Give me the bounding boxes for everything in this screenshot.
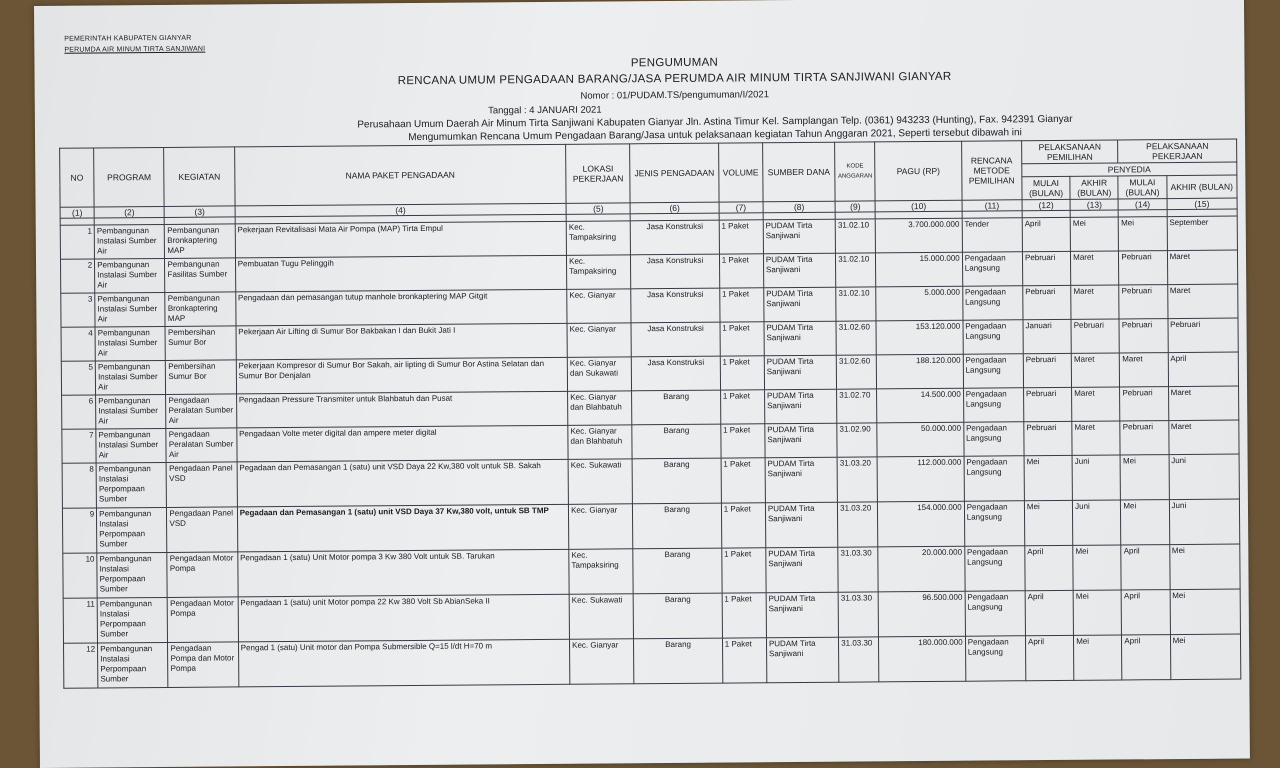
cell-kode: 31.02.60 <box>836 321 876 355</box>
cell-no: 5 <box>61 361 95 395</box>
cell-sumber-dana: PUDAM Tirta Sanjiwani <box>765 502 838 548</box>
cell-akhir-pemilihan: Maret <box>1071 353 1119 387</box>
document-subtitle: RENCANA UMUM PENGADAAN BARANG/JASA PERUMDA AIR MINUM TIRTA SANJIWANI GIANYAR <box>397 70 952 88</box>
cell-volume: 1 Paket <box>719 220 763 254</box>
cell-metode: Pengadaan Langsung <box>963 354 1024 388</box>
cell-nama-paket: Pengadaan Volte meter digital dan ampere meter digital <box>237 425 569 462</box>
col-number: (2) <box>94 206 164 218</box>
cell-kode: 31.02.90 <box>837 423 877 457</box>
cell-pagu: 180.000.000 <box>879 636 966 682</box>
cell-nama-paket: Pembuatan Tugu Pelinggih <box>235 255 567 292</box>
cell-program: Pembangunan Instalasi Sumber Air <box>95 258 166 293</box>
cell-jenis: Jasa Konstruksi <box>631 322 720 357</box>
cell-metode: Pengadaan Langsung <box>963 388 1024 422</box>
cell-lokasi: Kec. Gianyar <box>567 323 632 358</box>
col-number: (12) <box>1022 199 1070 210</box>
cell-mulai-pemilihan: Pebruari <box>1024 421 1072 455</box>
cell-kegiatan: Pengadaan Motor Pompa <box>168 597 239 643</box>
cell-pagu: 5.000.000 <box>876 286 963 321</box>
cell-jenis: Barang <box>633 593 722 639</box>
header-penyedia: PENYEDIA <box>1022 162 1237 177</box>
col-number: (8) <box>763 201 835 213</box>
cell-kegiatan: Pengadaan Peralatan Sumber Air <box>166 428 237 463</box>
cell-mulai-pemilihan: April <box>1025 545 1074 590</box>
cell-akhir-pemilihan: Maret <box>1072 387 1120 421</box>
cell-sumber-dana: PUDAM Tirta Sanjiwani <box>764 389 837 424</box>
header-pagu: PAGU (RP) <box>875 141 962 201</box>
cell-kode: 31.03.20 <box>838 502 879 547</box>
table-row <box>64 634 1241 688</box>
col-number: (10) <box>875 200 961 212</box>
cell-mulai-pekerjaan: Pebruari <box>1120 387 1168 421</box>
cell-akhir-pekerjaan: Mei <box>1170 589 1241 635</box>
cell-akhir-pekerjaan: April <box>1168 352 1239 387</box>
cell-lokasi: Kec. Gianyar <box>570 639 635 685</box>
header-sumber-dana: SUMBER DANA <box>762 142 835 202</box>
cell-kode: 31.03.30 <box>838 592 879 637</box>
col-number: (7) <box>719 202 763 213</box>
letterhead <box>64 33 205 56</box>
cell-nama-paket: Pengadaan Pressure Transmiter untuk Blahbatuh dan Pusat <box>236 391 568 428</box>
cell-pagu: 112.000.000 <box>877 456 964 502</box>
cell-akhir-pekerjaan: Maret <box>1167 284 1238 319</box>
col-number: (6) <box>630 202 718 214</box>
cell-jenis: Jasa Konstruksi <box>631 288 720 323</box>
cell-metode: Pengadaan Langsung <box>964 546 1025 591</box>
cell-kegiatan: Pembangunan Bronkaptering MAP <box>165 224 236 259</box>
cell-kode: 31.02.10 <box>836 287 876 321</box>
cell-kode: 31.02.70 <box>837 389 877 423</box>
cell-no: 3 <box>61 293 95 327</box>
cell-metode: Pengadaan Langsung <box>964 422 1025 456</box>
cell-program: Pembangunan Instalasi Perpompaan Sumber <box>97 552 168 598</box>
letterhead-company: PERUMDA AIR MINUM TIRTA SANJIWANI <box>64 45 206 54</box>
cell-pagu: 50.000.000 <box>877 422 964 457</box>
cell-mulai-pemilihan: Pebruari <box>1022 251 1070 285</box>
cell-jenis: Barang <box>633 503 722 549</box>
cell-lokasi: Kec. Sukawati <box>568 459 633 505</box>
cell-akhir-pemilihan: Maret <box>1072 421 1120 455</box>
cell-mulai-pemilihan: Mei <box>1024 455 1073 500</box>
cell-metode: Tender <box>962 218 1023 252</box>
cell-no: 12 <box>64 643 98 688</box>
cell-pagu: 14.500.000 <box>877 388 964 423</box>
cell-akhir-pekerjaan: September <box>1167 216 1238 251</box>
cell-sumber-dana: PUDAM Tirta Sanjiwani <box>765 457 838 503</box>
cell-mulai-pemilihan: Januari <box>1023 319 1071 353</box>
cell-jenis: Jasa Konstruksi <box>631 220 720 255</box>
col-number: (13) <box>1070 199 1118 210</box>
cell-lokasi: Kec. Gianyar dan Sukawati <box>567 357 632 392</box>
cell-mulai-pekerjaan: April <box>1121 545 1170 590</box>
cell-volume: 1 Paket <box>721 503 766 548</box>
document-title: PENGUMUMAN <box>630 56 719 70</box>
cell-kegiatan: Pengadaan Motor Pompa <box>167 552 238 598</box>
cell-akhir-pemilihan: Juni <box>1073 500 1122 545</box>
cell-nama-paket: Pengadaan 1 (satu) unit Motor pompa 22 Kw 380 Volt Sb AbianSeka II <box>238 594 570 642</box>
cell-volume: 1 Paket <box>721 458 766 503</box>
cell-jenis: Jasa Konstruksi <box>631 254 720 289</box>
header-nama-paket: NAMA PAKET PENGADAAN <box>234 144 566 206</box>
cell-mulai-pekerjaan: Pebruari <box>1120 421 1168 455</box>
cell-mulai-pemilihan: Pebruari <box>1023 353 1071 387</box>
cell-mulai-pekerjaan: Mei <box>1121 500 1170 545</box>
cell-jenis: Jasa Konstruksi <box>632 356 721 391</box>
cell-lokasi: Kec. Gianyar dan Blahbatuh <box>568 391 633 426</box>
cell-lokasi: Kec. Gianyar dan Blahbatuh <box>568 425 633 460</box>
cell-sumber-dana: PUDAM Tirta Sanjiwani <box>766 592 839 638</box>
cell-pagu: 188.120.000 <box>877 354 964 389</box>
cell-no: 1 <box>60 225 94 259</box>
procurement-table <box>59 139 1241 689</box>
cell-volume: 1 Paket <box>719 254 763 288</box>
col-number: (1) <box>60 207 94 218</box>
header-lokasi: LOKASI PEKERJAAN <box>566 144 631 204</box>
cell-mulai-pekerjaan: Pebruari <box>1119 319 1167 353</box>
cell-sumber-dana: PUDAM Tirta Sanjiwani <box>764 287 837 322</box>
cell-pagu: 96.500.000 <box>878 591 965 637</box>
cell-akhir-pemilihan: Maret <box>1071 251 1119 285</box>
intro-line-1: Perusahaan Umum Daerah Air Minum Tirta Sanjiwani Kabupaten Gianyar Jln. Astina Timur Kel. Samplangan Telp. (0361) 943233 (Hunting), Fax. 942391 Gianyar <box>357 113 1073 131</box>
cell-kegiatan: Pembangunan Bronkaptering MAP <box>165 292 236 327</box>
cell-metode: Pengadaan Langsung <box>962 252 1023 286</box>
header-pelaksanaan-pekerjaan: PELAKSANAAN PEKERJAAN <box>1118 139 1237 163</box>
cell-kode: 31.02.10 <box>836 253 876 287</box>
header-volume: VOLUME <box>718 143 763 202</box>
cell-mulai-pemilihan: April <box>1022 217 1070 251</box>
header-no: NO <box>60 148 95 207</box>
cell-program: Pembangunan Instalasi Perpompaan Sumber <box>96 462 167 508</box>
cell-nama-paket: Pengadaan dan pemasangan tutup manhole bronkaptering MAP Gitgit <box>235 289 567 326</box>
header-mulai-pekerjaan: MULAI (BULAN) <box>1118 176 1166 199</box>
cell-volume: 1 Paket <box>721 424 765 458</box>
cell-mulai-pekerjaan: April <box>1122 635 1171 680</box>
cell-kode: 31.03.30 <box>839 637 880 682</box>
cell-volume: 1 Paket <box>722 593 767 638</box>
cell-lokasi: Kec. Sukawati <box>569 594 634 640</box>
cell-sumber-dana: PUDAM Tirta Sanjiwani <box>764 355 837 390</box>
cell-lokasi: Kec. Tampaksiring <box>566 221 631 256</box>
cell-kegiatan: Pembangunan Fasilitas Sumber <box>165 258 236 293</box>
cell-sumber-dana: PUDAM Tirta Sanjiwani <box>763 219 836 254</box>
header-kode-anggaran: KODE ANGGARAN <box>835 142 876 201</box>
cell-program: Pembangunan Instalasi Perpompaan Sumber <box>97 597 168 643</box>
cell-mulai-pekerjaan: April <box>1121 590 1170 635</box>
cell-lokasi: Kec. Gianyar <box>567 289 632 324</box>
cell-nama-paket: Pekerjaan Kompresor di Sumur Bor Sakah, air lipting di Sumur Bor Astina Selatan dan Sumur Bor Denjalan <box>236 357 568 394</box>
cell-jenis: Barang <box>634 638 723 684</box>
cell-mulai-pekerjaan: Pebruari <box>1119 251 1167 285</box>
cell-no: 10 <box>63 553 97 598</box>
cell-metode: Pengadaan Langsung <box>964 501 1025 546</box>
cell-akhir-pekerjaan: Juni <box>1169 499 1240 545</box>
cell-sumber-dana: PUDAM Tirta Sanjiwani <box>765 423 838 458</box>
cell-akhir-pekerjaan: Maret <box>1168 386 1239 421</box>
cell-volume: 1 Paket <box>720 322 764 356</box>
cell-akhir-pemilihan: Mei <box>1073 590 1122 635</box>
cell-mulai-pemilihan: Pebruari <box>1023 387 1071 421</box>
cell-nama-paket: Pekerjaan Revitalisasi Mata Air Pompa (MAP) Tirta Empul <box>235 221 567 258</box>
table-body <box>60 216 1241 688</box>
cell-sumber-dana: PUDAM Tirta Sanjiwani <box>766 637 839 683</box>
cell-akhir-pemilihan: Maret <box>1071 285 1119 319</box>
cell-program: Pembangunan Instalasi Sumber Air <box>95 326 166 361</box>
cell-mulai-pekerjaan: Pebruari <box>1119 285 1167 319</box>
col-number: (4) <box>235 203 566 217</box>
cell-pagu: 20.000.000 <box>878 546 965 592</box>
cell-volume: 1 Paket <box>721 548 766 593</box>
cell-akhir-pekerjaan: Mei <box>1169 544 1240 590</box>
cell-kode: 31.03.20 <box>837 457 878 502</box>
cell-akhir-pekerjaan: Mei <box>1170 634 1241 680</box>
document-page <box>34 0 1250 768</box>
cell-volume: 1 Paket <box>720 390 764 424</box>
cell-nama-paket: Pengadaan 1 (satu) Unit Motor pompa 3 Kw 380 Volt untuk SB. Tarukan <box>237 549 569 597</box>
document-number: Nomor : 01/PUDAM.TS/pengumuman/I/2021 <box>580 89 770 102</box>
cell-jenis: Barang <box>632 390 721 425</box>
cell-kegiatan: Pengadaan Pompa dan Motor Pompa <box>168 642 239 688</box>
cell-kegiatan: Pengadaan Peralatan Sumber Air <box>166 394 237 429</box>
intro-line-2: Mengumumkan Rencana Umum Pengadaan Barang/Jasa untuk pelaksanaan kegiatan Tahun Anggaran 2021, Seperti tersebut dibawah ini <box>408 127 1022 144</box>
cell-akhir-pekerjaan: Pebruari <box>1168 318 1239 353</box>
header-akhir-pekerjaan: AKHIR (BULAN) <box>1166 175 1237 199</box>
cell-akhir-pekerjaan: Juni <box>1169 454 1240 500</box>
cell-pagu: 153.120.000 <box>876 320 963 355</box>
cell-lokasi: Kec. Gianyar <box>569 504 634 550</box>
cell-no: 8 <box>62 463 96 508</box>
header-program: PROGRAM <box>94 147 165 207</box>
cell-program: Pembangunan Instalasi Sumber Air <box>95 292 166 327</box>
cell-metode: Pengadaan Langsung <box>964 456 1025 501</box>
cell-kode: 31.03.30 <box>838 547 879 592</box>
cell-sumber-dana: PUDAM Tirta Sanjiwani <box>763 253 836 288</box>
col-number: (5) <box>566 203 630 215</box>
cell-no: 2 <box>60 259 94 293</box>
cell-program: Pembangunan Instalasi Sumber Air <box>95 360 166 395</box>
cell-no: 4 <box>61 327 95 361</box>
cell-nama-paket: Pekerjaan Air Lifting di Sumur Bor Bakbakan I dan Bukit Jati I <box>236 323 568 360</box>
cell-kegiatan: Pengadaan Panel VSD <box>167 462 238 508</box>
cell-mulai-pemilihan: Pebruari <box>1023 285 1071 319</box>
cell-akhir-pemilihan: Mei <box>1070 217 1118 251</box>
cell-jenis: Barang <box>633 548 722 594</box>
cell-kegiatan: Pembersihan Sumur Bor <box>165 326 236 361</box>
cell-no: 11 <box>63 598 97 643</box>
cell-mulai-pemilihan: April <box>1025 590 1074 635</box>
document-date: Tanggal : 4 JANUARI 2021 <box>488 104 602 117</box>
cell-program: Pembangunan Instalasi Sumber Air <box>96 394 167 429</box>
cell-volume: 1 Paket <box>722 638 767 683</box>
cell-nama-paket: Pegadaan dan Pemasangan 1 (satu) unit VSD Daya 22 Kw,380 volt untuk SB. Sakah <box>237 459 569 507</box>
header-jenis: JENIS PENGADAAN <box>630 143 719 203</box>
cell-akhir-pemilihan: Mei <box>1074 635 1123 680</box>
header-akhir-pemilihan: AKHIR (BULAN) <box>1070 176 1118 199</box>
cell-program: Pembangunan Instalasi Perpompaan Sumber <box>97 507 168 553</box>
header-pelaksanaan-pemilihan: PELAKSANAAN PEMILIHAN <box>1022 140 1119 164</box>
cell-nama-paket: Pegadaan dan Pemasangan 1 (satu) unit VSD Daya 37 Kw,380 volt, untuk SB TMP <box>237 504 569 552</box>
cell-mulai-pekerjaan: Maret <box>1120 353 1168 387</box>
cell-pagu: 154.000.000 <box>878 501 965 547</box>
cell-volume: 1 Paket <box>720 356 764 390</box>
cell-kode: 31.02.10 <box>835 219 875 253</box>
letterhead-government: PEMERINTAH KABUPATEN GIANYAR <box>64 34 192 43</box>
cell-akhir-pemilihan: Pebruari <box>1071 319 1119 353</box>
col-number: (14) <box>1118 199 1166 210</box>
cell-metode: Pengadaan Langsung <box>963 320 1024 354</box>
cell-pagu: 3.700.000.000 <box>876 218 963 253</box>
cell-program: Pembangunan Instalasi Sumber Air <box>96 428 167 463</box>
cell-akhir-pemilihan: Mei <box>1073 545 1122 590</box>
cell-kegiatan: Pengadaan Panel VSD <box>167 507 238 553</box>
cell-lokasi: Kec. Tampaksiring <box>567 255 632 290</box>
cell-nama-paket: Pengad 1 (satu) Unit motor dan Pompa Submersible Q=15 l/dt H=70 m <box>238 639 570 687</box>
cell-metode: Pengadaan Langsung <box>965 591 1026 636</box>
col-number: (9) <box>835 201 875 212</box>
cell-kode: 31.02.60 <box>836 355 876 389</box>
cell-jenis: Barang <box>632 458 721 504</box>
cell-akhir-pemilihan: Juni <box>1072 455 1121 500</box>
cell-no: 9 <box>62 508 96 553</box>
cell-lokasi: Kec. Tampaksiring <box>569 549 634 595</box>
cell-program: Pembangunan Instalasi Perpompaan Sumber <box>98 642 169 688</box>
cell-metode: Pengadaan Langsung <box>965 636 1026 681</box>
header-metode: RENCANA METODE PEMILIHAN <box>961 141 1022 200</box>
header-kegiatan: KEGIATAN <box>164 147 235 207</box>
col-number: (15) <box>1167 198 1238 210</box>
cell-mulai-pekerjaan: Mei <box>1120 455 1169 500</box>
cell-mulai-pekerjaan: Mei <box>1119 217 1167 251</box>
cell-no: 7 <box>62 429 96 463</box>
cell-sumber-dana: PUDAM Tirta Sanjiwani <box>764 321 837 356</box>
header-mulai-pemilihan: MULAI (BULAN) <box>1022 176 1070 199</box>
cell-sumber-dana: PUDAM Tirta Sanjiwani <box>766 547 839 593</box>
col-number: (3) <box>165 206 235 218</box>
cell-kegiatan: Pembersihan Sumur Bor <box>166 360 237 395</box>
cell-no: 6 <box>62 395 96 429</box>
cell-volume: 1 Paket <box>719 288 763 322</box>
cell-metode: Pengadaan Langsung <box>962 286 1023 320</box>
cell-pagu: 15.000.000 <box>876 252 963 287</box>
cell-akhir-pekerjaan: Maret <box>1167 250 1238 285</box>
cell-mulai-pemilihan: April <box>1025 635 1074 680</box>
cell-jenis: Barang <box>632 424 721 459</box>
cell-mulai-pemilihan: Mei <box>1024 500 1073 545</box>
cell-program: Pembangunan Instalasi Sumber Air <box>94 224 165 259</box>
col-number: (11) <box>962 200 1022 211</box>
cell-akhir-pekerjaan: Maret <box>1168 420 1239 455</box>
